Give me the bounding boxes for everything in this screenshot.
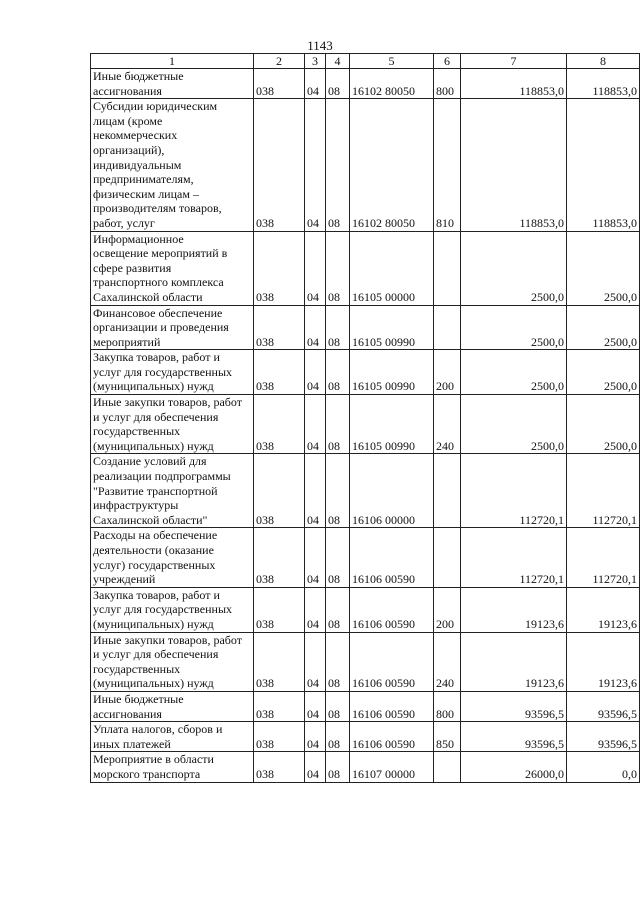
page-number: 1143 — [307, 38, 333, 53]
subsection-cell: 08 — [326, 752, 350, 782]
table-row — [91, 350, 640, 395]
amount-col7-cell: 2500,0 — [461, 305, 567, 350]
item-name-cell — [91, 99, 254, 231]
table-row — [91, 305, 640, 350]
target-article-cell: 16106 00590 — [350, 722, 434, 752]
target-article-cell: 16105 00990 — [350, 305, 434, 350]
item-name-line: Расходы на обеспечение — [93, 528, 218, 543]
expense-type-cell: 200 — [434, 587, 461, 632]
item-name-line: организаций), — [93, 142, 165, 157]
item-name-line: (муниципальных) нужд — [93, 616, 214, 631]
expense-type-cell — [434, 231, 461, 305]
target-article-cell: 16105 00990 — [350, 350, 434, 395]
column-header: 3 — [305, 54, 326, 69]
subsection-cell: 08 — [326, 395, 350, 454]
item-name-line: и услуг для обеспечения — [93, 409, 219, 424]
amount-col8-cell: 112720,1 — [567, 528, 640, 587]
table-row — [91, 722, 640, 752]
item-name-line: и услуг для обеспечения — [93, 647, 219, 662]
amount-col7-cell: 112720,1 — [461, 528, 567, 587]
table-row — [91, 691, 640, 721]
item-name-line: мероприятий — [93, 334, 161, 349]
ministry-code-cell: 038 — [254, 691, 305, 721]
budget-table — [90, 53, 640, 783]
column-header: 8 — [567, 54, 640, 69]
expense-type-cell — [434, 752, 461, 782]
item-name-line: Иные бюджетные — [93, 69, 184, 83]
table-header-row — [91, 54, 640, 69]
amount-col8-cell: 0,0 — [567, 752, 640, 782]
item-name-line: организации и проведения — [93, 320, 229, 335]
expense-type-cell — [434, 305, 461, 350]
ministry-code-cell: 038 — [254, 587, 305, 632]
ministry-code-cell: 038 — [254, 395, 305, 454]
section-cell: 04 — [305, 454, 326, 528]
subsection-cell: 08 — [326, 722, 350, 752]
item-name-line: Сахалинской области — [93, 289, 203, 304]
item-name-cell — [91, 632, 254, 691]
item-name-line: "Развитие транспортной — [93, 483, 218, 498]
item-name-line: Уплата налогов, сборов и — [93, 722, 223, 737]
section-cell: 04 — [305, 69, 326, 99]
item-name-line: (муниципальных) нужд — [93, 438, 214, 453]
amount-col8-cell: 19123,6 — [567, 587, 640, 632]
expense-type-cell — [434, 528, 461, 587]
amount-col7-cell: 112720,1 — [461, 454, 567, 528]
subsection-cell: 08 — [326, 99, 350, 231]
ministry-code-cell: 038 — [254, 632, 305, 691]
target-article-cell: 16102 80050 — [350, 69, 434, 99]
item-name-line: морского транспорта — [93, 766, 201, 781]
item-name-line: государственных — [93, 424, 181, 439]
subsection-cell: 08 — [326, 528, 350, 587]
target-article-cell: 16106 00590 — [350, 587, 434, 632]
item-name-cell — [91, 454, 254, 528]
subsection-cell: 08 — [326, 632, 350, 691]
column-header: 1 — [91, 54, 254, 69]
expense-type-cell: 800 — [434, 691, 461, 721]
item-name-line: работ, услуг — [93, 215, 155, 230]
section-cell: 04 — [305, 632, 326, 691]
table-row — [91, 587, 640, 632]
table-body — [91, 69, 640, 783]
expense-type-cell: 240 — [434, 632, 461, 691]
subsection-cell: 08 — [326, 454, 350, 528]
amount-col7-cell: 2500,0 — [461, 350, 567, 395]
item-name-cell — [91, 722, 254, 752]
amount-col7-cell: 2500,0 — [461, 395, 567, 454]
amount-col7-cell: 19123,6 — [461, 587, 567, 632]
item-name-line: транспортного комплекса — [93, 275, 224, 290]
target-article-cell: 16106 00590 — [350, 691, 434, 721]
ministry-code-cell: 038 — [254, 528, 305, 587]
item-name-line: учреждений — [93, 572, 156, 587]
item-name-line: лицам (кроме — [93, 113, 163, 128]
section-cell: 04 — [305, 395, 326, 454]
item-name-line: Закупка товаров, работ и — [93, 350, 220, 365]
target-article-cell: 16105 00000 — [350, 231, 434, 305]
target-article-cell: 16106 00590 — [350, 528, 434, 587]
table-row — [91, 99, 640, 231]
amount-col7-cell: 118853,0 — [461, 99, 567, 231]
subsection-cell: 08 — [326, 350, 350, 395]
ministry-code-cell: 038 — [254, 69, 305, 99]
ministry-code-cell: 038 — [254, 752, 305, 782]
target-article-cell: 16105 00990 — [350, 395, 434, 454]
item-name-line: (муниципальных) нужд — [93, 676, 214, 691]
ministry-code-cell: 038 — [254, 231, 305, 305]
item-name-line: ассигнования — [93, 706, 162, 721]
section-cell: 04 — [305, 752, 326, 782]
item-name-line: услуг для государственных — [93, 602, 233, 617]
item-name-cell — [91, 69, 254, 99]
item-name-line: Иные бюджетные — [93, 691, 184, 706]
amount-col8-cell: 118853,0 — [567, 69, 640, 99]
item-name-line: Субсидии юридическим — [93, 99, 218, 114]
item-name-cell — [91, 691, 254, 721]
expense-type-cell: 200 — [434, 350, 461, 395]
target-article-cell: 16106 00590 — [350, 632, 434, 691]
section-cell: 04 — [305, 305, 326, 350]
item-name-line: Иные закупки товаров, работ — [93, 395, 242, 410]
column-header: 4 — [326, 54, 350, 69]
column-header: 7 — [461, 54, 567, 69]
item-name-cell — [91, 587, 254, 632]
amount-col8-cell: 2500,0 — [567, 231, 640, 305]
item-name-line: освещение мероприятий в — [93, 246, 228, 261]
amount-col7-cell: 93596,5 — [461, 722, 567, 752]
ministry-code-cell: 038 — [254, 722, 305, 752]
amount-col7-cell: 118853,0 — [461, 69, 567, 99]
target-article-cell: 16102 80050 — [350, 99, 434, 231]
item-name-cell — [91, 528, 254, 587]
table-row — [91, 528, 640, 587]
amount-col7-cell: 2500,0 — [461, 231, 567, 305]
table-row — [91, 69, 640, 99]
expense-type-cell: 850 — [434, 722, 461, 752]
item-name-cell — [91, 395, 254, 454]
ministry-code-cell: 038 — [254, 305, 305, 350]
section-cell: 04 — [305, 691, 326, 721]
item-name-line: сфере развития — [93, 260, 172, 275]
table-row — [91, 632, 640, 691]
item-name-cell — [91, 350, 254, 395]
item-name-cell — [91, 752, 254, 782]
item-name-line: Сахалинской области" — [93, 512, 208, 527]
column-header: 5 — [350, 54, 434, 69]
amount-col8-cell: 118853,0 — [567, 99, 640, 231]
ministry-code-cell: 038 — [254, 454, 305, 528]
section-cell: 04 — [305, 587, 326, 632]
amount-col8-cell: 19123,6 — [567, 632, 640, 691]
ministry-code-cell: 038 — [254, 350, 305, 395]
table-row — [91, 454, 640, 528]
item-name-line: предпринимателям, — [93, 172, 194, 187]
expense-type-cell — [434, 454, 461, 528]
item-name-line: реализации подпрограммы — [93, 469, 231, 484]
section-cell: 04 — [305, 99, 326, 231]
section-cell: 04 — [305, 722, 326, 752]
expense-type-cell: 810 — [434, 99, 461, 231]
item-name-line: Закупка товаров, работ и — [93, 587, 220, 602]
item-name-line: Иные закупки товаров, работ — [93, 632, 242, 647]
item-name-line: физическим лицам – — [93, 186, 199, 201]
column-header: 2 — [254, 54, 305, 69]
subsection-cell: 08 — [326, 305, 350, 350]
item-name-line: ассигнования — [93, 83, 162, 98]
item-name-line: Финансовое обеспечение — [93, 305, 223, 320]
item-name-line: деятельности (оказание — [93, 543, 214, 557]
item-name-line: государственных — [93, 661, 181, 676]
expense-type-cell: 240 — [434, 395, 461, 454]
table-row — [91, 752, 640, 782]
expense-type-cell: 800 — [434, 69, 461, 99]
amount-col8-cell: 2500,0 — [567, 305, 640, 350]
ministry-code-cell: 038 — [254, 99, 305, 231]
table-row — [91, 231, 640, 305]
subsection-cell: 08 — [326, 69, 350, 99]
section-cell: 04 — [305, 528, 326, 587]
item-name-line: индивидуальным — [93, 157, 182, 172]
amount-col7-cell: 26000,0 — [461, 752, 567, 782]
item-name-line: услуг) государственных — [93, 557, 216, 572]
item-name-line: Информационное — [93, 231, 184, 246]
item-name-line: Мероприятие в области — [93, 752, 214, 767]
subsection-cell: 08 — [326, 231, 350, 305]
subsection-cell: 08 — [326, 691, 350, 721]
amount-col8-cell: 93596,5 — [567, 691, 640, 721]
item-name-line: (муниципальных) нужд — [93, 379, 214, 394]
target-article-cell: 16106 00000 — [350, 454, 434, 528]
amount-col7-cell: 19123,6 — [461, 632, 567, 691]
item-name-line: услуг для государственных — [93, 364, 233, 379]
item-name-cell — [91, 305, 254, 350]
item-name-line: инфраструктуры — [93, 498, 179, 513]
table-row — [91, 395, 640, 454]
item-name-line: иных платежей — [93, 736, 171, 751]
target-article-cell: 16107 00000 — [350, 752, 434, 782]
section-cell: 04 — [305, 350, 326, 395]
amount-col8-cell: 2500,0 — [567, 350, 640, 395]
column-header: 6 — [434, 54, 461, 69]
amount-col8-cell: 93596,5 — [567, 722, 640, 752]
item-name-cell — [91, 231, 254, 305]
section-cell: 04 — [305, 231, 326, 305]
item-name-line: Создание условий для — [93, 454, 207, 469]
item-name-line: некоммерческих — [93, 128, 178, 143]
item-name-line: производителям товаров, — [93, 201, 222, 216]
amount-col8-cell: 2500,0 — [567, 395, 640, 454]
amount-col7-cell: 93596,5 — [461, 691, 567, 721]
amount-col8-cell: 112720,1 — [567, 454, 640, 528]
subsection-cell: 08 — [326, 587, 350, 632]
